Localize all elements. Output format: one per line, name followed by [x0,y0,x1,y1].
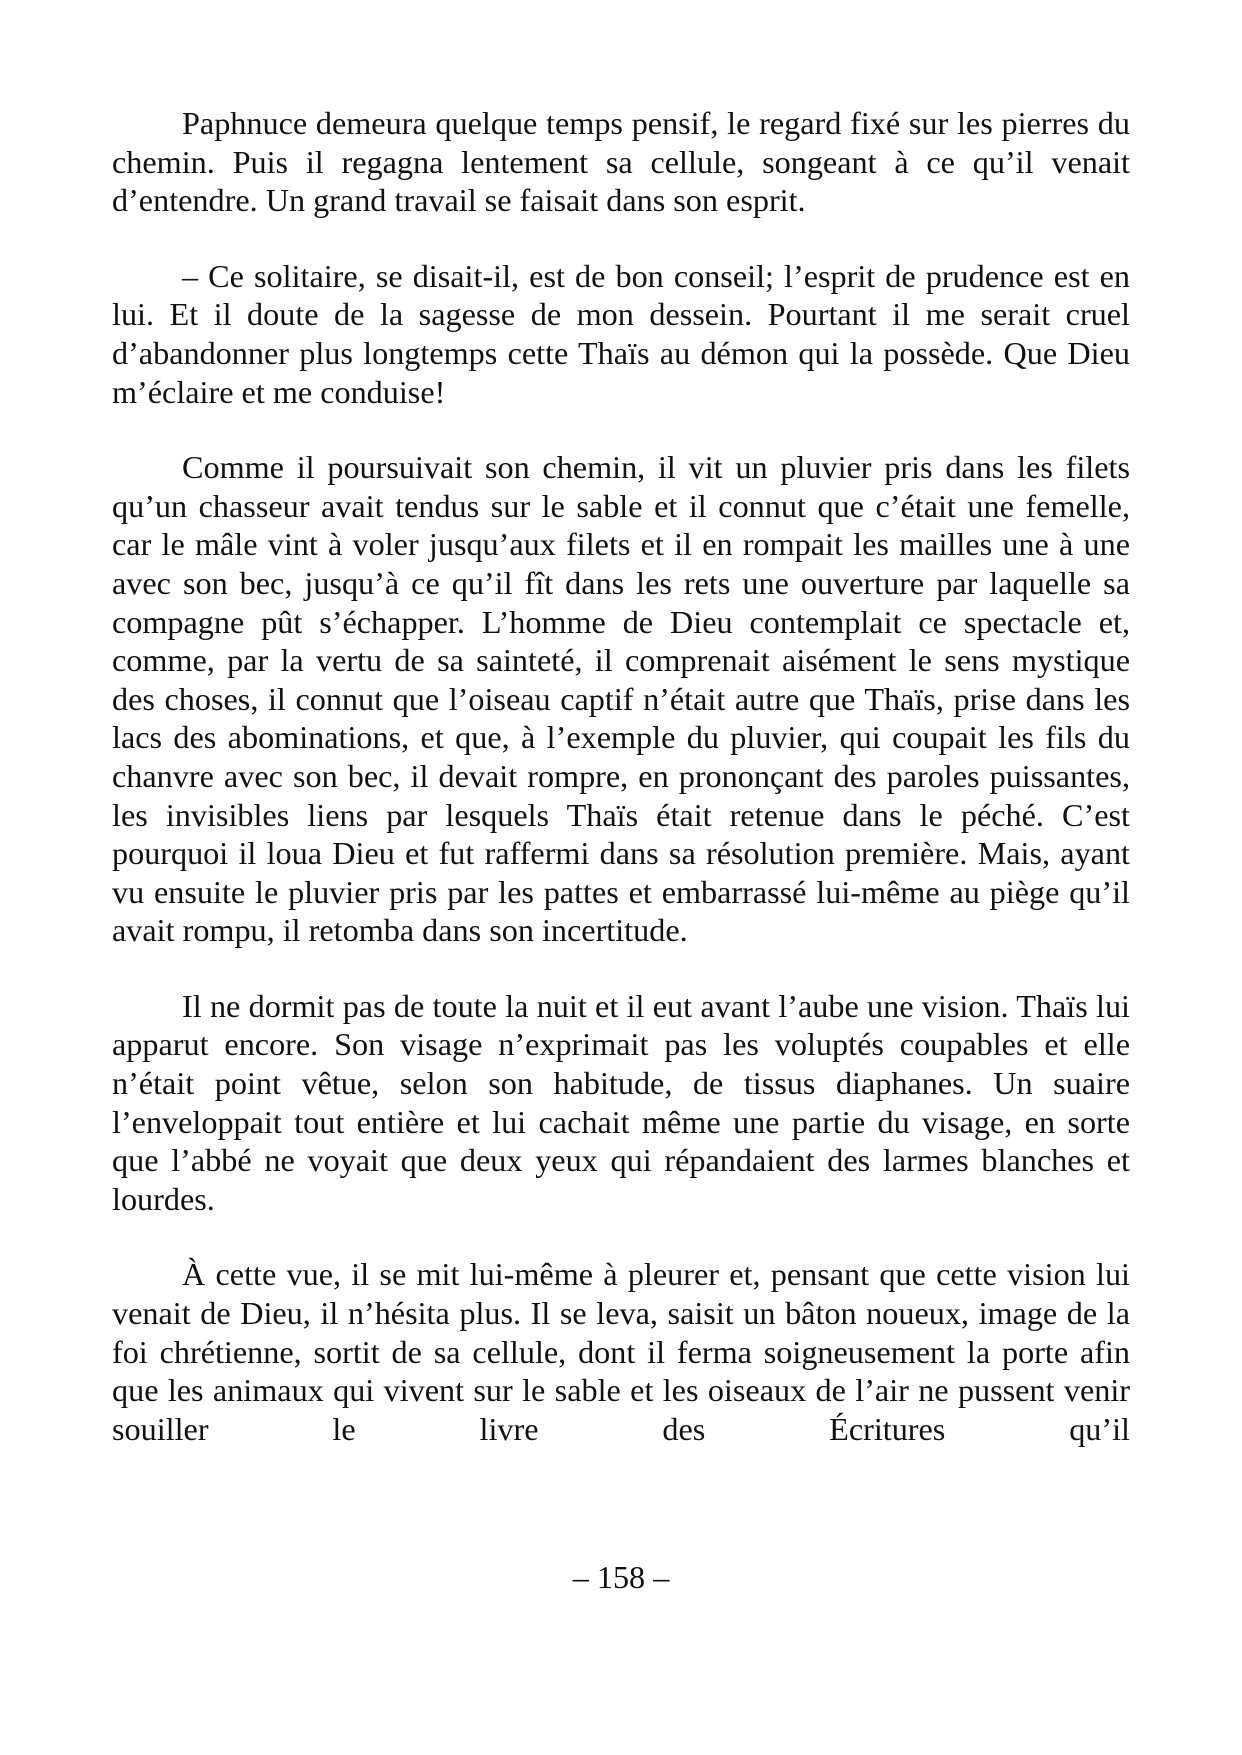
paragraph: À cette vue, il se mit lui-même à pleurer et, pensant que cette vision lui venait de Dieu, il n’hésita plus. Il se leva, saisit un bâton noueux, image de la foi chrétienne, sortit de sa cellule, dont il ferma soigneusement la porte afin que les animaux qui vivent sur le sable et les oiseaux de l’air ne pussent venir souiller le livre des Écritures qu’il [112,1256,1130,1447]
body-text [112,104,1130,1448]
page-number: – 158 – [572,1559,670,1595]
paragraph: Il ne dormit pas de toute la nuit et il eut avant l’aube une vision. Thaïs lui apparut encore. Son visage n’exprimait pas les voluptés coupables et elle n’était point vêtue, selon son habitude, de tissus diaphanes. Un suaire l’enveloppait tout entière et lui cachait même une partie du visage, en sorte que l’abbé ne voyait que deux yeux qui répandaient des larmes blanches et lourdes. [112,987,1130,1217]
paragraph: Comme il poursuivait son chemin, il vit un pluvier pris dans les filets qu’un chasseur avait tendus sur le sable et il connut que c’était une femelle, car le mâle vint à voler jusqu’aux filets et il en rompait les mailles une à une avec son bec, jusqu’à ce qu’il fît dans les rets une ouverture par laquelle sa compagne pût s’échapper. L’homme de Dieu contemplait ce spectacle et, comme, par la vertu de sa sainteté, il comprenait aisément le sens mystique des choses, il connut que l’oiseau captif n’était autre que Thaïs, prise dans les lacs des abominations, et que, à l’exemple du pluvier, qui coupait les fils du chanvre avec son bec, il devait rompre, en prononçant des paroles puissantes, les invisibles liens par lesquels Thaïs était retenue dans le péché. C’est pourquoi il loua Dieu et fut raffermi dans sa résolution première. Mais, ayant vu ensuite le pluvier pris par les pattes et embarrassé lui-même au piège qu’il avait rompu, il retomba dans son incertitude. [112,449,1130,949]
paragraph: – Ce solitaire, se disait-il, est de bon conseil; l’esprit de prudence est en lui. Et il doute de la sagesse de mon dessein. Pourtant il me serait cruel d’abandonner plus longtemps cette Thaïs au démon qui la possède. Que Dieu m’éclaire et me conduise! [112,257,1130,410]
paragraph: Paphnuce demeura quelque temps pensif, le regard fixé sur les pierres du chemin. Puis il regagna lentement sa cellule, songeant à ce qu’il venait d’entendre. Un grand travail se faisait dans son esprit. [112,105,1130,219]
